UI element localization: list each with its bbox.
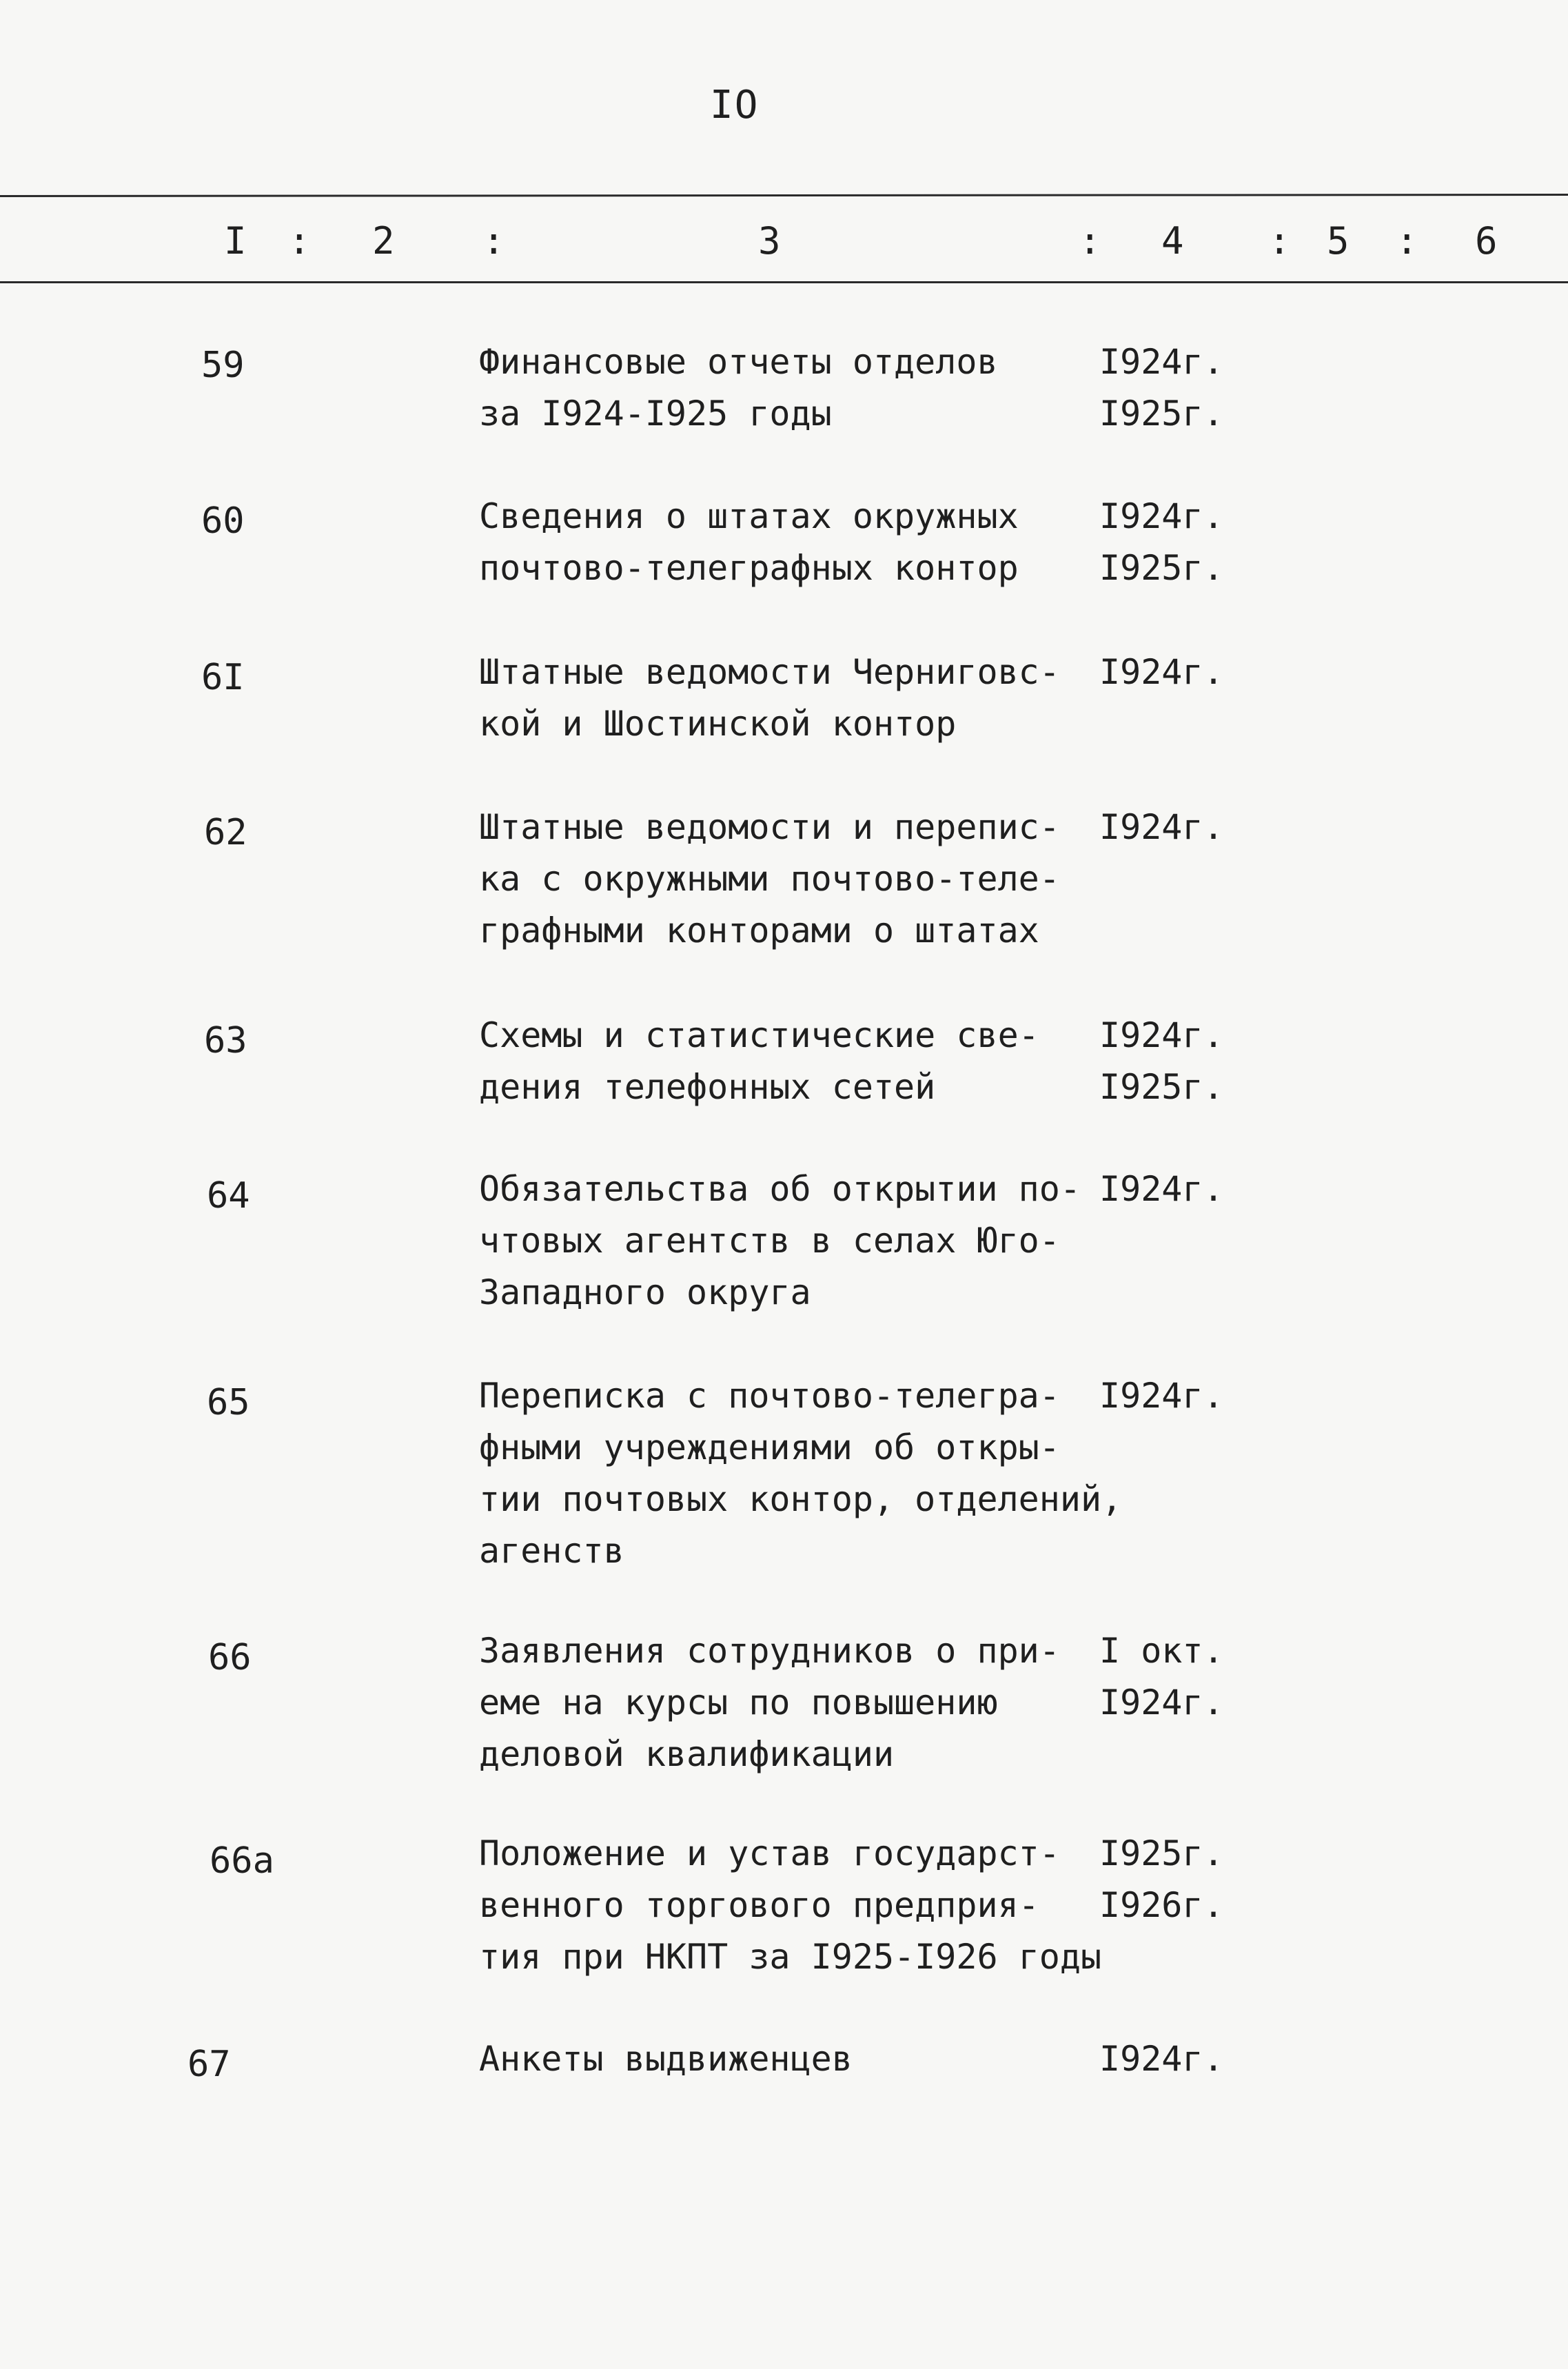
header-top-rule [0,194,1568,197]
row-description: Заявления сотрудников о при- еме на курсы по повышению деловой квалификации [479,1631,1060,1774]
header-sep-4: : [1268,219,1291,263]
row-number: 66 [208,1637,252,1678]
header-col-3: 3 [758,219,781,263]
header-sep-5: : [1396,219,1418,263]
row-number: 65 [207,1382,250,1423]
header-col-1: I [224,219,247,263]
row-number: 64 [207,1175,250,1217]
row-dates: I окт. I924г. [1099,1631,1224,1722]
row-number: 66а [210,1840,274,1882]
row-dates: I924г. [1099,1376,1224,1416]
row-number: 59 [201,345,245,386]
header-col-4: 4 [1161,219,1184,263]
row-dates: I924г. I925г. [1099,1015,1224,1107]
row-description: Обязательства об открытии по- чтовых агентств в селах Юго- Западного округа [479,1169,1081,1312]
row-dates: I924г. [1099,1169,1224,1209]
page-number: IO [710,83,760,128]
header-bottom-rule [0,281,1568,283]
row-number: 67 [187,2044,231,2085]
row-description: Финансовые отчеты отделов за I924-I925 годы [479,342,998,434]
header-sep-2: : [482,219,505,263]
row-description: Сведения о штатах окружных почтово-телеграфных контор [479,496,1019,588]
header-sep-3: : [1079,219,1101,263]
row-description: Штатные ведомости Черниговс- кой и Шостинской контор [479,652,1060,744]
row-number: 62 [204,812,247,853]
row-dates: I924г. [1099,807,1224,847]
header-sep-1: : [288,219,311,263]
row-dates: I924г. I925г. [1099,496,1224,588]
row-number: 63 [204,1020,247,1061]
row-description: Положение и устав государст- венного торгового предприя- тия при НКПТ за I925-I926 годы [479,1833,1102,1977]
row-description: Переписка с почтово-телегра- фными учреждениями об откры- тии почтовых контор, отделений, агенств [479,1376,1123,1571]
row-description: Схемы и статистические све- дения телефонных сетей [479,1015,1039,1107]
row-dates: I924г. I925г. [1099,342,1224,434]
row-description: Анкеты выдвиженцев [479,2039,853,2079]
header-col-2: 2 [372,219,395,263]
row-number: 60 [201,500,245,542]
row-dates: I925г. I926г. [1099,1833,1224,1925]
row-dates: I924г. [1099,2039,1224,2079]
header-col-5: 5 [1327,219,1350,263]
row-dates: I924г. [1099,652,1224,692]
row-description: Штатные ведомости и перепис- ка с окружными почтово-теле- графными конторами о штатах [479,807,1060,950]
row-number: 6I [201,657,245,698]
header-col-6: 6 [1475,219,1498,263]
